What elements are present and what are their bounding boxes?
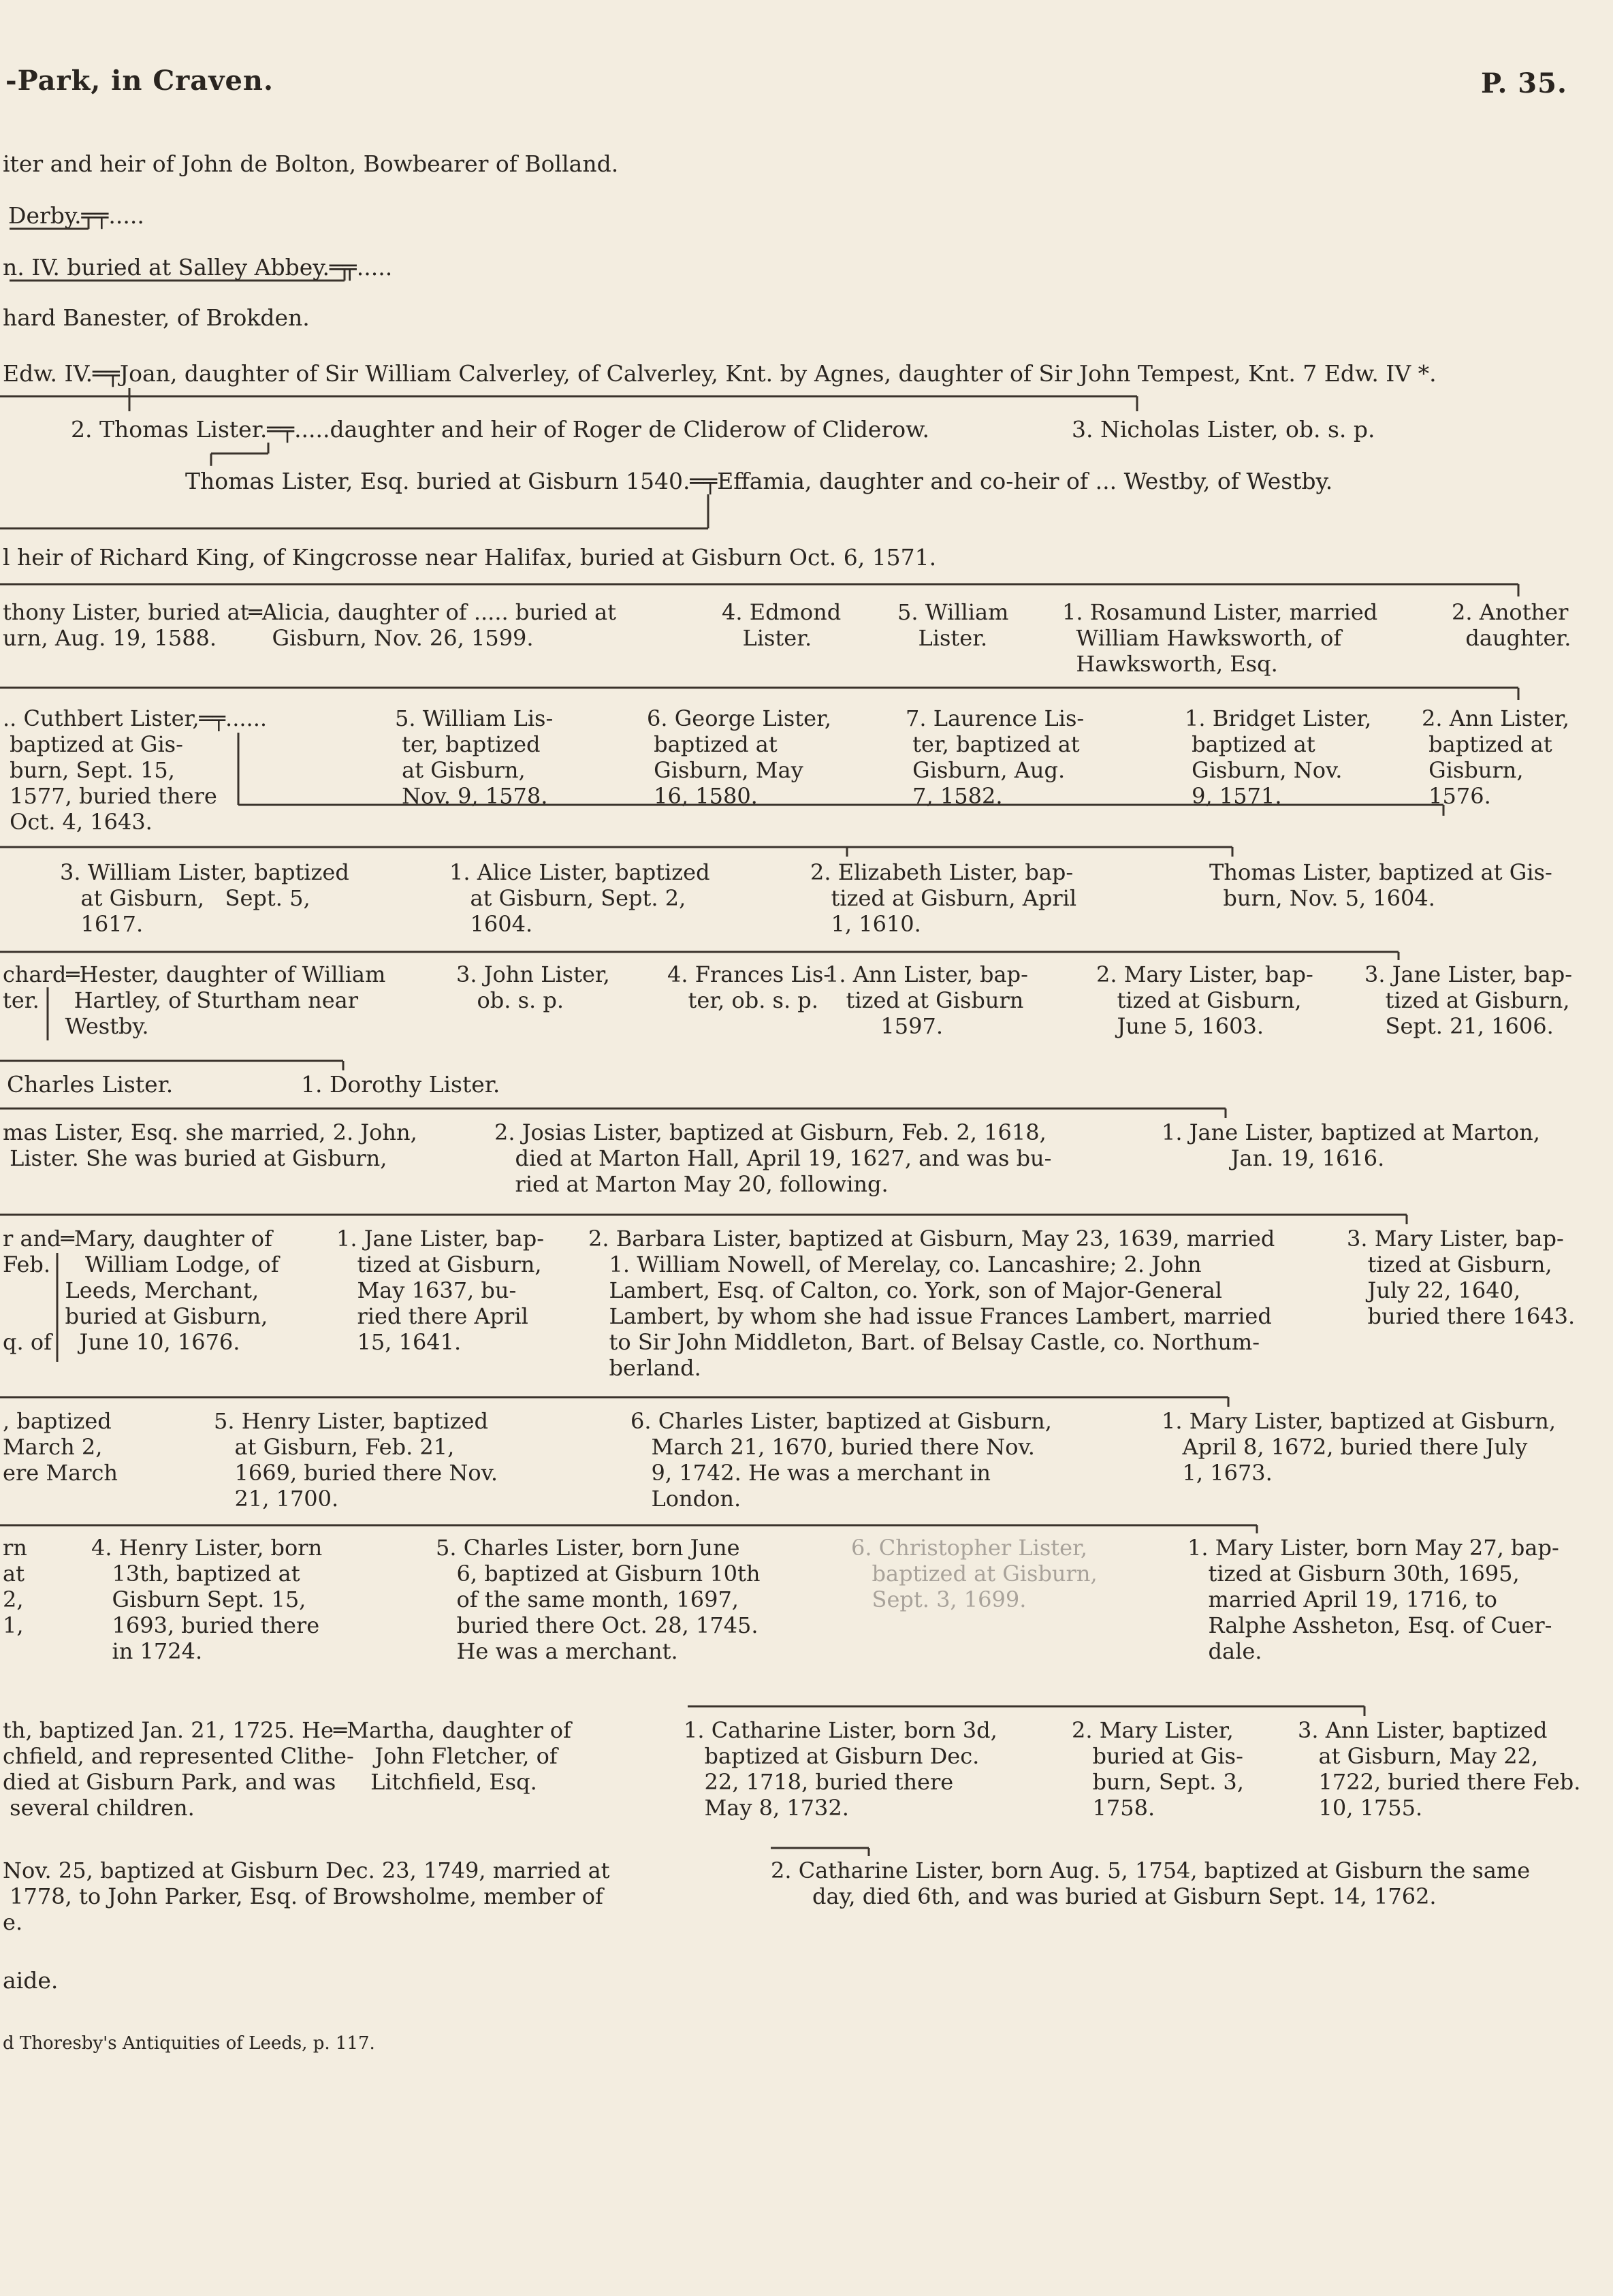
entry-mary-lister-1640: 3. Mary Lister, bap- tized at Gisburn, July 22, 1640, buried there 1643. [1347, 1226, 1576, 1329]
entry-jane-lister-1637: 1. Jane Lister, bap- tized at Gisburn, May 1637, bu- ried there April 15, 1641. [336, 1226, 545, 1355]
entry-christopher-lister: 6. Christopher Lister, baptized at Gisburn, Sept. 3, 1699. [851, 1535, 1098, 1612]
entry-hester-hartley: chard═Hester, daughter of William ter. Hartley, of Sturtham near Westby. [3, 961, 386, 1039]
line-effamia: Thomas Lister, Esq. buried at Gisburn 1540.═╤Effamia, daughter and co-heir of ... Westby, of Westby. [185, 468, 1333, 494]
line-nicholas-lister: 3. Nicholas Lister, ob. s. p. [1072, 416, 1375, 443]
entry-george-lister: 6. George Lister, baptized at Gisburn, May 16, 1580. [647, 705, 832, 809]
entry-cuthbert-lister: .. Cuthbert Lister,═╤...... baptized at Gis- burn, Sept. 15, 1577, buried there Oct. 4, 1643. [3, 705, 268, 835]
page-header-left: -Park, in Craven. [5, 65, 274, 97]
entry-bridget-lister: 1. Bridget Lister, baptized at Gisburn, Nov. 9, 1571. [1185, 705, 1372, 809]
entry-charles-lister-1670: 6. Charles Lister, baptized at Gisburn, March 21, 1670, buried there Nov. 9, 1742. He was a merchant in London. [630, 1408, 1052, 1512]
entry-john-lister: 3. John Lister, ob. s. p. [456, 961, 610, 1013]
entry-mary-lister-1672: 1. Mary Lister, baptized at Gisburn, April 8, 1672, buried there July 1, 1673. [1162, 1408, 1556, 1486]
entry-william-lister: 5. William Lister. [897, 599, 1009, 651]
entry-mary-lister-1603: 2. Mary Lister, bap- tized at Gisburn, June 5, 1603. [1096, 961, 1313, 1039]
line-bolton: iter and heir of John de Bolton, Bowbearer of Bolland. [3, 150, 619, 177]
entry-dorothy-lister: 1. Dorothy Lister. [301, 1071, 500, 1098]
entry-frances-lister: 4. Frances Lis- ter, ob. s. p. [667, 961, 831, 1013]
entry-charles-lister: Charles Lister. [7, 1071, 174, 1098]
entry-alice-lister: 1. Alice Lister, baptized at Gisburn, Sept. 2, 1604. [449, 859, 710, 937]
entry-thomas-lister-esq: mas Lister, Esq. she married, 2. John, Lister. She was buried at Gisburn, [3, 1119, 417, 1171]
line-banester: hard Banester, of Brokden. [3, 304, 310, 331]
entry-josias-lister: 2. Josias Lister, baptized at Gisburn, Feb. 2, 1618, died at Marton Hall, April 19, 1627, and was bu- ried at Marton May 20, following. [494, 1119, 1052, 1197]
entry-another-daughter: 2. Another daughter. [1452, 599, 1571, 651]
line-derby: Derby.═╤..... [8, 202, 144, 229]
entry-ann-lister-1597: 1. Ann Lister, bap- tized at Gisburn 1597. [825, 961, 1028, 1039]
entry-elizabeth-lister: 2. Elizabeth Lister, bap- tized at Gisburn, April 1, 1610. [810, 859, 1077, 937]
entry-anthony-lister: thony Lister, buried at═Alicia, daughter of ..... buried at urn, Aug. 19, 1588. Gisburn, Nov. 26, 1599. [3, 599, 616, 651]
entry-rosamund-lister: 1. Rosamund Lister, married William Hawksworth, of Hawksworth, Esq. [1062, 599, 1378, 677]
entry-edmond-lister: 4. Edmond Lister. [722, 599, 842, 651]
entry-henry-lister-1669: 5. Henry Lister, baptized at Gisburn, Feb. 21, 1669, buried there Nov. 21, 1700. [214, 1408, 498, 1512]
entry-barbara-lister: 2. Barbara Lister, baptized at Gisburn, May 23, 1639, married 1. William Nowell, of Merelay, co. Lancashire; 2. John Lambert, Esq. of Calton, co. York, son of Major-General Lambert, by whom she had issue Frances Lambert, married to Sir John Middleton, Bart. of Belsay Castle, co. Northum- berland. [588, 1226, 1275, 1381]
entry-william-lister-1617: 3. William Lister, baptized at Gisburn, Sept. 5, 1617. [60, 859, 349, 937]
entry-catharine-lister-1718: 1. Catharine Lister, born 3d, baptized at Gisburn Dec. 22, 1718, buried there May 8, 1732. [684, 1717, 997, 1821]
entry-thomas-lister-1604: Thomas Lister, baptized at Gis- burn, Nov. 5, 1604. [1209, 859, 1552, 911]
entry-catharine-lister-1754: 2. Catharine Lister, born Aug. 5, 1754, baptized at Gisburn the same day, died 6th, and was buried at Gisburn Sept. 14, 1762. [771, 1857, 1531, 1909]
entry-parker-marriage: Nov. 25, baptized at Gisburn Dec. 23, 1749, married at 1778, to John Parker, Esq. of Browsholme, member of e. [3, 1857, 610, 1935]
entry-jane-lister-1606: 3. Jane Lister, bap- tized at Gisburn, Sept. 21, 1606. [1364, 961, 1573, 1039]
footnote-thoresby: d Thoresby's Antiquities of Leeds, p. 117. [3, 2033, 375, 2054]
page-number: P. 35. [1481, 67, 1567, 99]
entry-ann-lister-1722: 3. Ann Lister, baptized at Gisburn, May 22, 1722, buried there Feb. 10, 1755. [1298, 1717, 1581, 1821]
entry-martha-fletcher: th, baptized Jan. 21, 1725. He═Martha, daughter of chfield, and represented Clithe- John Fletcher, of died at Gisburn Park, and was Litchfield, Esq. several children. [3, 1717, 571, 1821]
entry-mary-lodge: r and═Mary, daughter of Feb. William Lodge, of Leeds, Merchant, buried at Gisburn, q. of June 10, 1676. [3, 1226, 279, 1355]
entry-fragment-born: rn at 2, 1, [3, 1535, 27, 1638]
entry-mary-lister-1695: 1. Mary Lister, born May 27, bap- tized at Gisburn 30th, 1695, married April 19, 1716, to Ralphe Assheton, Esq. of Cuer- dale. [1187, 1535, 1559, 1664]
entry-laurence-lister: 7. Laurence Lis- ter, baptized at Gisburn, Aug. 7, 1582. [906, 705, 1085, 809]
entry-jane-lister-marton: 1. Jane Lister, baptized at Marton, Jan. 19, 1616. [1162, 1119, 1540, 1171]
entry-baptized-march: , baptized March 2, ere March [3, 1408, 118, 1486]
line-thomas-lister: 2. Thomas Lister.═╤.....daughter and heir of Roger de Cliderow of Cliderow. [71, 416, 929, 443]
line-joan-calverley: Edw. IV.═╤Joan, daughter of Sir William Calverley, of Calverley, Knt. by Agnes, daughter of Sir John Tempest, Knt. 7 Edw. IV *. [3, 360, 1437, 387]
line-aide: aide. [3, 1967, 59, 1994]
entry-mary-lister-1758: 2. Mary Lister, buried at Gis- burn, Sept. 3, 1758. [1072, 1717, 1244, 1821]
entry-ann-lister-1576: 2. Ann Lister, baptized at Gisburn, 1576. [1422, 705, 1569, 809]
line-richard-king: l heir of Richard King, of Kingcrosse near Halifax, buried at Gisburn Oct. 6, 1571. [3, 544, 937, 571]
entry-henry-lister-1693: 4. Henry Lister, born 13th, baptized at Gisburn Sept. 15, 1693, buried there in 1724. [91, 1535, 323, 1664]
entry-charles-lister-1697: 5. Charles Lister, born June 6, baptized at Gisburn 10th of the same month, 1697, buried there Oct. 28, 1745. He was a merchant. [436, 1535, 761, 1664]
entry-william-lister-1578: 5. William Lis- ter, baptized at Gisburn, Nov. 9, 1578. [395, 705, 554, 809]
line-salley-abbey: n. IV. buried at Salley Abbey.═╤..... [3, 254, 393, 281]
